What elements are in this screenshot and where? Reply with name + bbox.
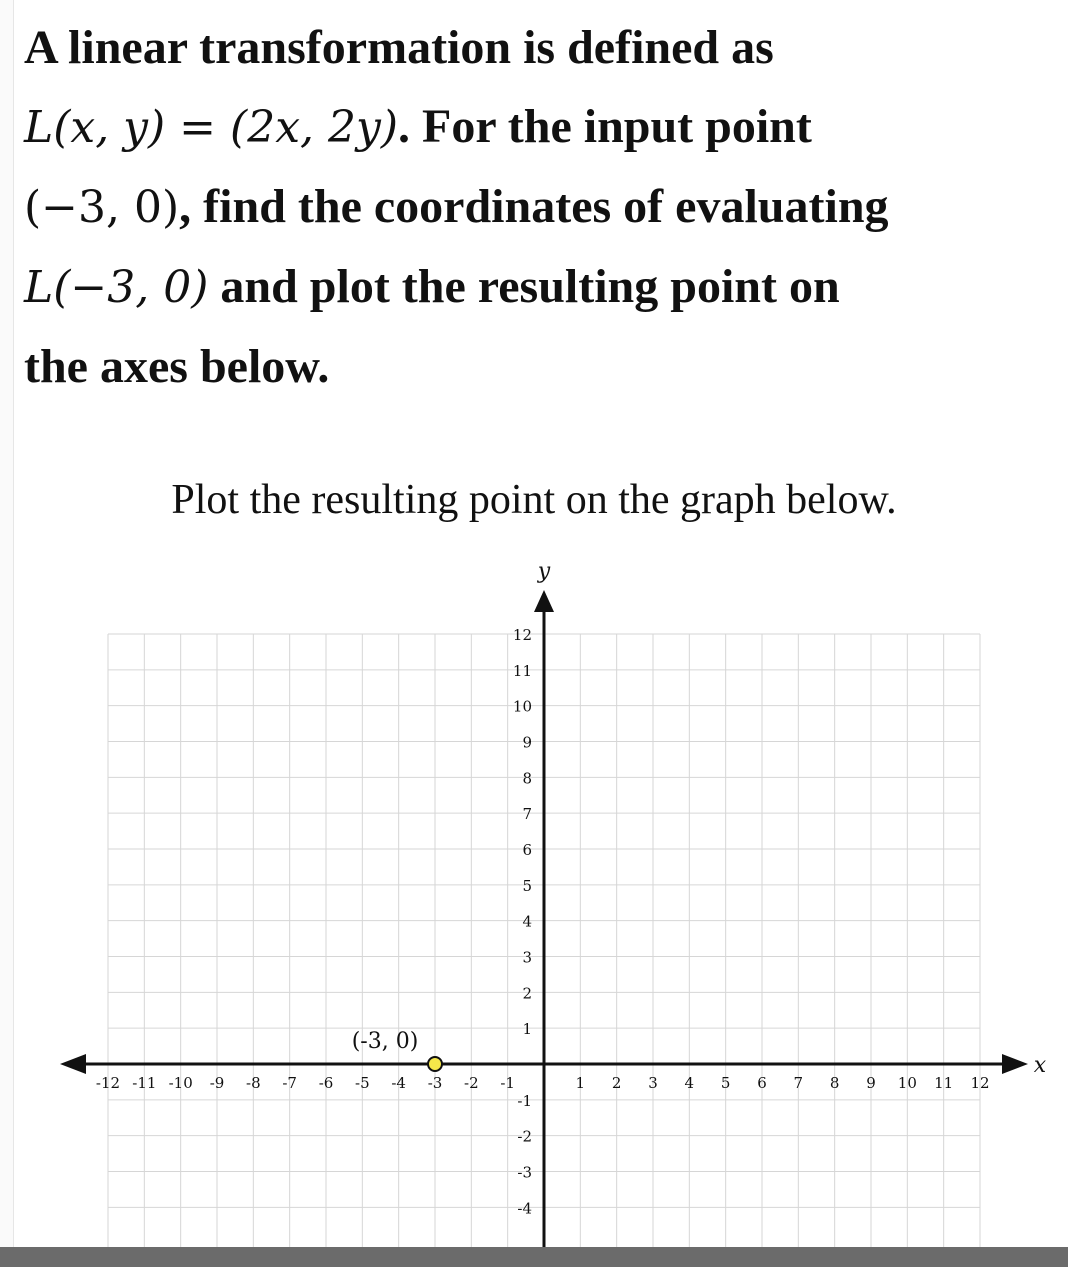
question-part-find: , find the coordinates of evaluating <box>179 180 889 233</box>
x-tick-label: 1 <box>575 1074 586 1092</box>
plotted-point[interactable] <box>428 1057 442 1071</box>
coordinate-graph[interactable] <box>0 548 1068 1247</box>
x-tick-label: 5 <box>720 1074 731 1092</box>
y-tick-label: -1 <box>517 1091 532 1110</box>
evaluate-expression: L(−3, 0) <box>24 262 209 313</box>
x-tick-label: 8 <box>829 1074 840 1092</box>
y-tick-label: 7 <box>522 805 532 824</box>
question-part-end: the axes below. <box>24 340 330 393</box>
x-tick-label: 10 <box>897 1074 917 1092</box>
bottom-bar <box>0 1247 1068 1267</box>
x-axis-label: x <box>1033 1053 1047 1078</box>
x-tick-label: 12 <box>970 1074 990 1092</box>
y-axis-label: y <box>537 559 551 584</box>
y-tick-label: 5 <box>522 876 532 895</box>
input-point: (−3, 0) <box>24 182 180 233</box>
question-part-plot: and plot the resulting point on <box>220 260 840 313</box>
x-tick-label: -12 <box>95 1074 121 1092</box>
x-tick-label: -5 <box>355 1074 370 1092</box>
x-tick-label: 3 <box>648 1074 658 1092</box>
x-tick-label: -7 <box>282 1074 297 1092</box>
x-tick-label: -6 <box>318 1074 334 1092</box>
x-tick-label: 2 <box>611 1074 622 1092</box>
y-tick-label: -4 <box>517 1199 532 1218</box>
y-tick-label: 3 <box>522 948 532 967</box>
y-tick-label: 1 <box>522 1020 532 1039</box>
y-tick-label: 9 <box>522 733 532 752</box>
y-tick-label: 4 <box>522 912 532 931</box>
y-tick-label: 8 <box>522 769 532 788</box>
y-tick-label: 6 <box>522 841 532 859</box>
x-tick-label: -1 <box>500 1074 515 1092</box>
x-tick-label: -4 <box>391 1074 406 1092</box>
y-tick-label: 2 <box>522 984 532 1003</box>
x-tick-label: -3 <box>427 1074 443 1092</box>
x-tick-label: -2 <box>464 1074 479 1092</box>
x-tick-label: -11 <box>132 1074 157 1092</box>
x-tick-label: 11 <box>934 1074 954 1092</box>
x-tick-label: 4 <box>684 1074 695 1092</box>
y-tick-label: -3 <box>517 1163 532 1182</box>
x-tick-label: 7 <box>793 1074 804 1092</box>
point-label: (-3, 0) <box>351 1029 419 1054</box>
transformation-definition: L(x, y) = (2x, 2y) <box>24 102 398 153</box>
y-tick-label: 11 <box>512 661 532 680</box>
plot-instruction: Plot the resulting point on the graph below. <box>171 477 897 523</box>
x-axis-arrow-left <box>60 1054 86 1074</box>
y-axis-arrow-up <box>534 590 554 612</box>
x-tick-label: -8 <box>246 1074 261 1092</box>
x-tick-label: -10 <box>168 1074 193 1092</box>
x-tick-label: 6 <box>757 1074 767 1092</box>
y-tick-label: -2 <box>517 1127 532 1146</box>
x-tick-label: -9 <box>209 1074 225 1092</box>
question-intro: A linear transformation is defined as <box>24 21 774 74</box>
y-tick-label: 10 <box>512 697 532 716</box>
question-part-input: . For the input point <box>398 100 812 153</box>
axes <box>60 559 1047 1247</box>
x-axis-arrow-right <box>1002 1054 1028 1074</box>
x-tick-label: 9 <box>866 1074 876 1092</box>
question-text <box>24 8 1054 406</box>
y-tick-label: 12 <box>512 626 532 644</box>
